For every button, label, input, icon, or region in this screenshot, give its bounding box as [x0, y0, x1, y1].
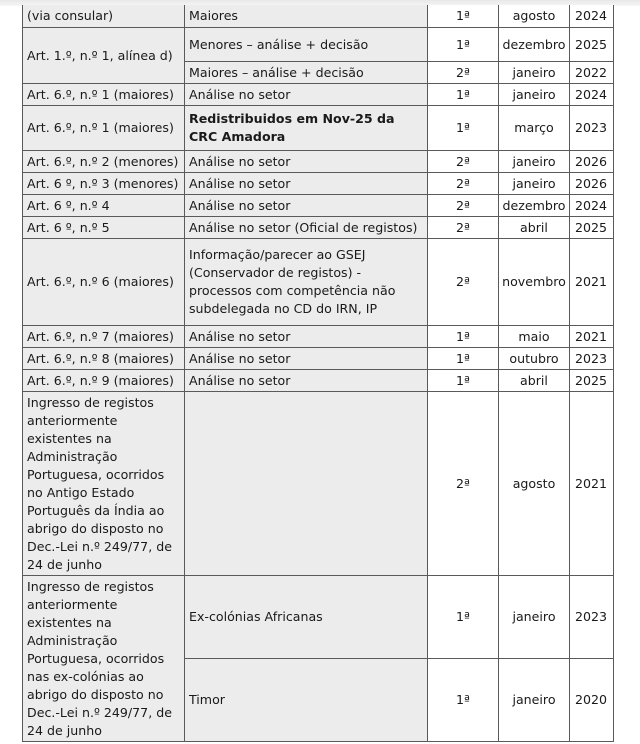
year-cell: 2026 [570, 150, 614, 172]
table-row [23, 5, 614, 27]
table-row [23, 347, 614, 369]
phase-cell: 1ª [428, 347, 499, 369]
legal-basis-cell: Ingresso de registos anteriormente existentes na Administração Portuguesa, ocorridos nas ex-colónias ao abrigo do disposto no Dec.-Lei n.º 249/77, de 24 de junho [23, 575, 185, 741]
table-row [23, 391, 614, 575]
phase-cell: 1ª [428, 27, 499, 61]
legal-basis-cell: Art. 6.º, n.º 6 (maiores) [23, 238, 185, 325]
month-cell: janeiro [499, 575, 570, 658]
month-cell: maio [499, 325, 570, 347]
legal-basis-cell: Art. 6.º, n.º 2 (menores) [23, 150, 185, 172]
category-cell: Redistribuidos em Nov-25 da CRC Amadora [185, 105, 428, 150]
category-cell: Menores – análise + decisão [185, 27, 428, 61]
year-cell: 2025 [570, 369, 614, 391]
year-cell: 2021 [570, 391, 614, 575]
category-cell [185, 391, 428, 575]
month-cell: abril [499, 369, 570, 391]
phase-cell: 2ª [428, 216, 499, 238]
year-cell: 2026 [570, 172, 614, 194]
month-cell: dezembro [499, 27, 570, 61]
month-cell: abril [499, 216, 570, 238]
category-cell: Informação/parecer ao GSEJ (Conservador de registos) - processos com competência não subdelegada no CD do IRN, IP [185, 238, 428, 325]
month-cell: outubro [499, 347, 570, 369]
month-cell: novembro [499, 238, 570, 325]
phase-cell: 1ª [428, 5, 499, 27]
legal-basis-cell: Art. 6.º, n.º 1 (maiores) [23, 83, 185, 105]
month-cell: agosto [499, 391, 570, 575]
table-row [23, 194, 614, 216]
year-cell: 2025 [570, 216, 614, 238]
category-cell: Análise no setor [185, 325, 428, 347]
phase-cell: 1ª [428, 105, 499, 150]
month-cell: março [499, 105, 570, 150]
category-cell: Análise no setor (Oficial de registos) [185, 216, 428, 238]
table-row [23, 83, 614, 105]
phase-cell: 1ª [428, 83, 499, 105]
year-cell: 2023 [570, 575, 614, 658]
legal-basis-cell: (via consular) [23, 5, 185, 27]
table-row [23, 150, 614, 172]
category-cell: Análise no setor [185, 172, 428, 194]
legal-basis-cell: Ingresso de registos anteriormente existentes na Administração Portuguesa, ocorridos no Antigo Estado Português da Índia ao abrigo do disposto no Dec.-Lei n.º 249/77, de 24 de junho [23, 391, 185, 575]
table-row [23, 216, 614, 238]
schedule-table [22, 5, 614, 742]
year-cell: 2021 [570, 325, 614, 347]
table-row [23, 105, 614, 150]
legal-basis-cell: Art. 6.º, n.º 7 (maiores) [23, 325, 185, 347]
category-cell: Timor [185, 658, 428, 741]
phase-cell: 1ª [428, 575, 499, 658]
phase-cell: 2ª [428, 61, 499, 83]
phase-cell: 2ª [428, 194, 499, 216]
year-cell: 2020 [570, 658, 614, 741]
month-cell: agosto [499, 5, 570, 27]
legal-basis-cell: Art. 6.º, n.º 9 (maiores) [23, 369, 185, 391]
year-cell: 2024 [570, 194, 614, 216]
phase-cell: 1ª [428, 369, 499, 391]
table-row [23, 172, 614, 194]
month-cell: janeiro [499, 658, 570, 741]
legal-basis-cell: Art. 6 º, n.º 5 [23, 216, 185, 238]
legal-basis-cell: Art. 6 º, n.º 3 (menores) [23, 172, 185, 194]
year-cell: 2025 [570, 27, 614, 61]
category-cell: Análise no setor [185, 194, 428, 216]
legal-basis-cell: Art. 6.º, n.º 1 (maiores) [23, 105, 185, 150]
table-row [23, 27, 614, 61]
category-cell: Análise no setor [185, 83, 428, 105]
year-cell: 2024 [570, 83, 614, 105]
table-row [23, 238, 614, 325]
month-cell: janeiro [499, 83, 570, 105]
table-row [23, 325, 614, 347]
legal-basis-cell: Art. 6 º, n.º 4 [23, 194, 185, 216]
category-cell: Análise no setor [185, 369, 428, 391]
month-cell: janeiro [499, 150, 570, 172]
table-row [23, 575, 614, 658]
year-cell: 2023 [570, 347, 614, 369]
legal-basis-cell: Art. 6.º, n.º 8 (maiores) [23, 347, 185, 369]
year-cell: 2023 [570, 105, 614, 150]
category-cell: Maiores [185, 5, 428, 27]
table-row [23, 369, 614, 391]
phase-cell: 1ª [428, 325, 499, 347]
year-cell: 2022 [570, 61, 614, 83]
legal-basis-cell: Art. 1.º, n.º 1, alínea d) [23, 27, 185, 83]
category-cell: Análise no setor [185, 150, 428, 172]
category-cell: Maiores – análise + decisão [185, 61, 428, 83]
phase-cell: 2ª [428, 172, 499, 194]
phase-cell: 2ª [428, 391, 499, 575]
phase-cell: 2ª [428, 238, 499, 325]
phase-cell: 2ª [428, 150, 499, 172]
category-cell: Análise no setor [185, 347, 428, 369]
category-cell: Ex-colónias Africanas [185, 575, 428, 658]
year-cell: 2021 [570, 238, 614, 325]
year-cell: 2024 [570, 5, 614, 27]
month-cell: dezembro [499, 194, 570, 216]
month-cell: janeiro [499, 61, 570, 83]
month-cell: janeiro [499, 172, 570, 194]
phase-cell: 1ª [428, 658, 499, 741]
